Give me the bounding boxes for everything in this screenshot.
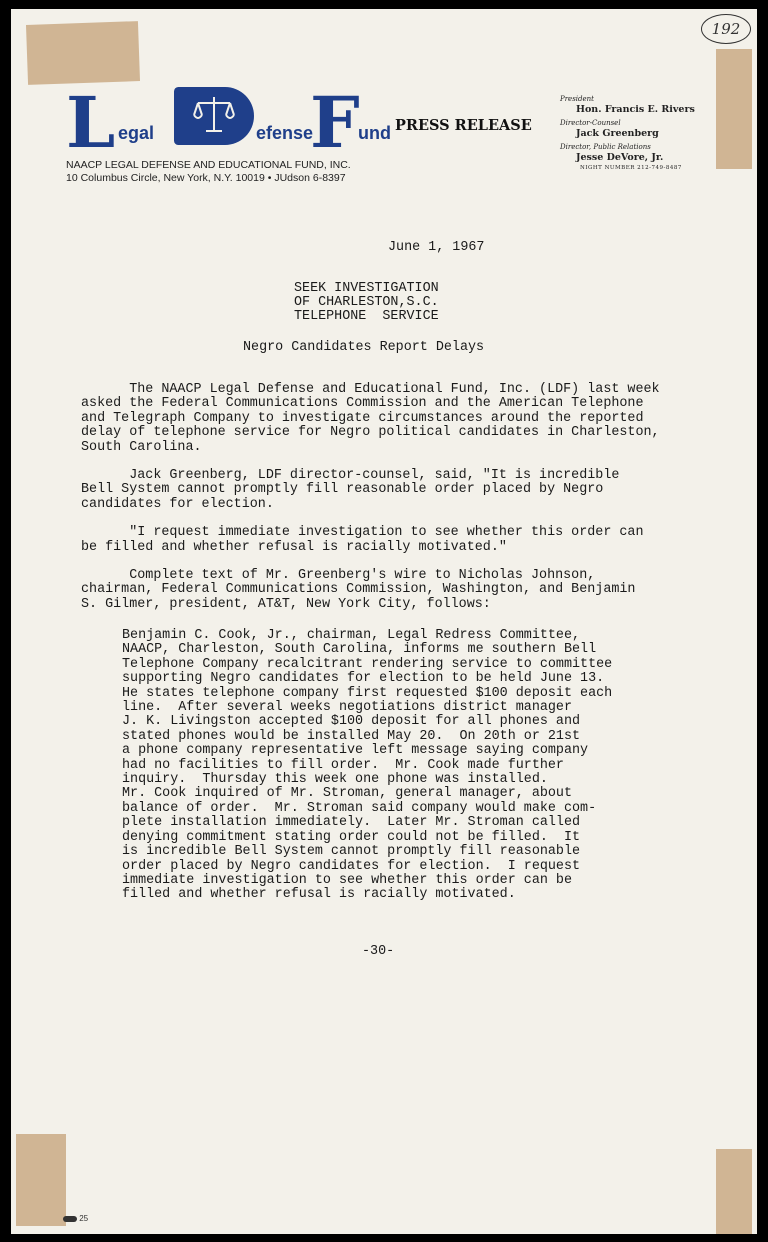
- end-mark: -30-: [362, 944, 395, 959]
- subheadline: Negro Candidates Report Delays: [243, 340, 485, 355]
- headline-line: OF CHARLESTON,S.C.: [294, 295, 439, 310]
- body-paragraph: Complete text of Mr. Greenberg's wire to Nicholas Johnson, chairman, Federal Communications Commission, Washington, and Benjamin S. Gilmer, president, AT&T, New York City, follows:: [81, 568, 636, 612]
- logo-letter-d: [174, 87, 254, 145]
- tape-bottom-right: [716, 1149, 752, 1234]
- headline: [294, 282, 439, 324]
- headline-line: TELEPHONE SERVICE: [294, 309, 439, 324]
- org-block: [66, 159, 351, 185]
- officer-name: Jesse DeVore, Jr.: [576, 152, 664, 163]
- logo-letter-f: F: [310, 81, 360, 164]
- tape-top-left: [26, 21, 140, 85]
- union-bug-icon: [63, 1216, 77, 1222]
- ldf-logo: [66, 81, 396, 164]
- wire-text: Benjamin C. Cook, Jr., chairman, Legal Redress Committee, NAACP, Charleston, South Carolina, informs me southern Bell Telephone Company recalcitrant rendering service to committee supporting Negro candidates for election to be held June 13. He states telephone company first requested $100 deposit each line. After several weeks negotiations district manager J. K. Livingston accepted $100 deposit for all phones and stated phones would be installed May 20. On 20th or 21st a phone company representative left message saying company had no facilities to fill order. Mr. Cook made further inquiry. Thursday this week one phone was installed. Mr. Cook inquired of Mr. Stroman, general manager, about balance of order. Mr. Stroman said company would make com- plete installation immediately. Later Mr. Stroman called denying commitment stating order could not be filled. It is incredible Bell System cannot promptly fill reasonable order placed by Negro candidates for election. I request immediate investigation to see whether this order can be filled and whether refusal is racially motivated.: [122, 628, 613, 903]
- body-paragraph: Jack Greenberg, LDF director-counsel, said, "It is incredible Bell System cannot promptly fill reasonable order placed by Negro candidates for election.: [81, 468, 620, 512]
- officer-name: Jack Greenberg: [576, 128, 659, 139]
- document-page: [11, 9, 757, 1234]
- night-number: NIGHT NUMBER 212-749-8487: [580, 165, 682, 171]
- officer-role: Director-Counsel: [560, 119, 621, 127]
- tape-bottom-left: [16, 1134, 66, 1226]
- logo-word-egal: egal: [118, 123, 155, 143]
- logo-word-und: und: [358, 123, 391, 143]
- headline-line: SEEK INVESTIGATION: [294, 281, 439, 296]
- logo-word-efense: efense: [256, 123, 314, 143]
- body-paragraph: "I request immediate investigation to see whether this order can be filled and whether refusal is racially motivated.": [81, 525, 644, 555]
- body-text: [81, 383, 711, 626]
- scales-of-justice-icon: [192, 93, 236, 137]
- logo-letter-l: L: [66, 81, 116, 164]
- officer-role: Director, Public Relations: [560, 143, 651, 151]
- page-number: 192: [701, 14, 751, 44]
- union-bug-mark: [63, 1214, 88, 1223]
- release-date: June 1, 1967: [388, 240, 485, 255]
- org-name: NAACP LEGAL DEFENSE AND EDUCATIONAL FUND, INC.: [66, 159, 351, 171]
- body-paragraph: The NAACP Legal Defense and Educational Fund, Inc. (LDF) last week asked the Federal Communications Commission and the American Telephone and Telegraph Company to investigate circumstances around the reported delay of telephone service for Negro political candidates in Charleston, South Carolina.: [81, 382, 660, 455]
- press-release-label: PRESS RELEASE: [395, 117, 532, 134]
- officer-role: President: [560, 95, 594, 103]
- officer-name: Hon. Francis E. Rivers: [576, 104, 695, 115]
- officers-list: [560, 95, 740, 172]
- footer-code: 25: [79, 1214, 89, 1223]
- org-address: 10 Columbus Circle, New York, N.Y. 10019 • JUdson 6-8397: [66, 172, 346, 184]
